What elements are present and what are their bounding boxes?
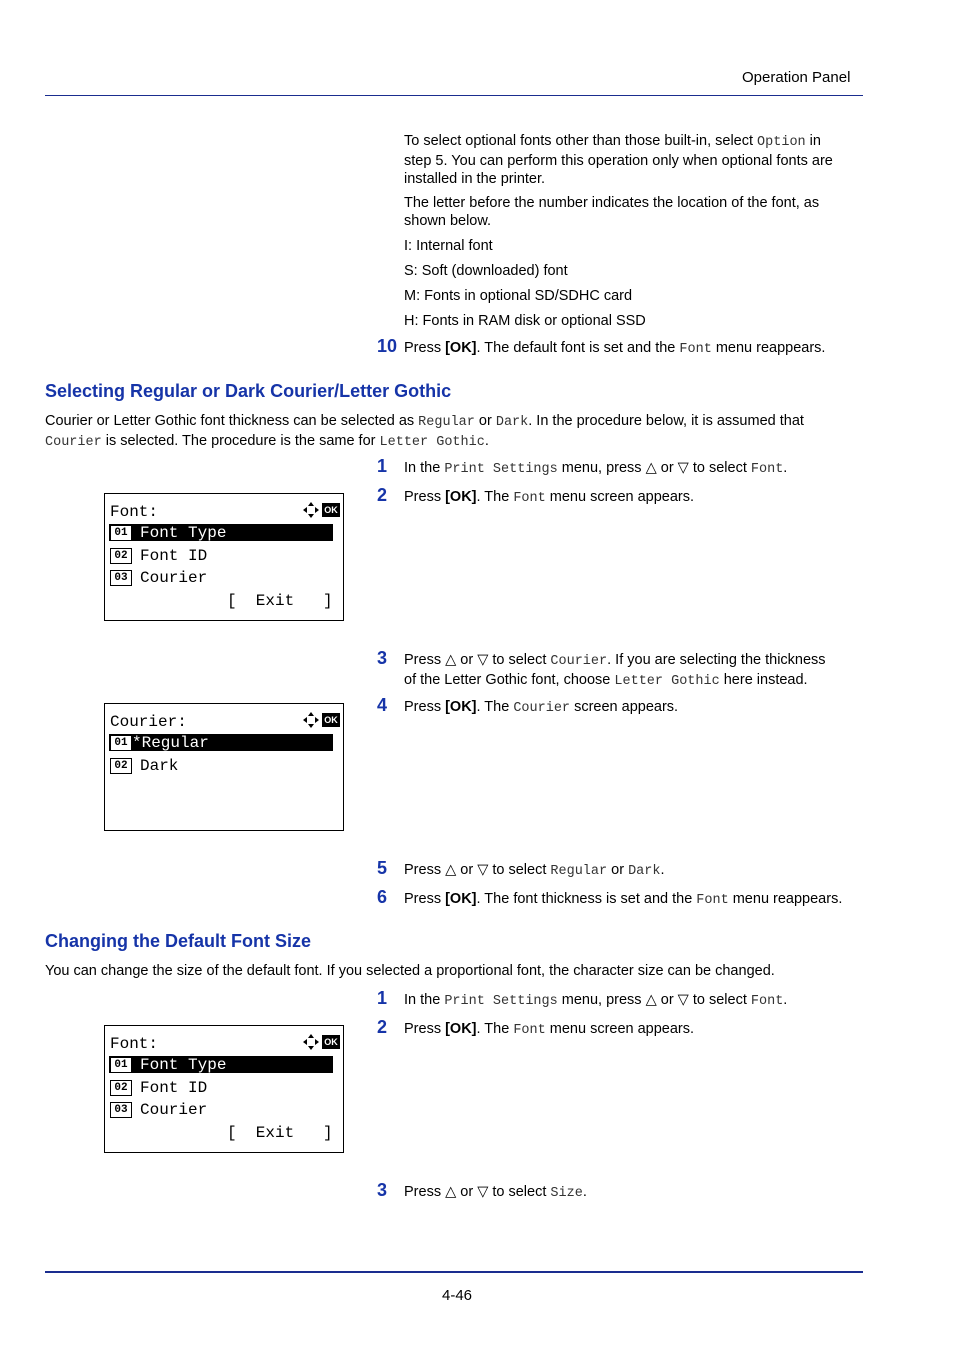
page-number: 4-46 (442, 1287, 473, 1304)
lcd-menu-item: 02 Dark (110, 757, 178, 775)
font-location-list-item: S: Soft (downloaded) font (404, 263, 568, 279)
section-description: Courier or Letter Gothic font thickness can be selected as Regular or Dark. In the procedure below, it is assumed that Courier is selected. The procedure is the same for Letter Gothic. (45, 413, 804, 450)
step-6-text: Press [OK]. The font thickness is set and the Font menu reappears. (404, 891, 843, 908)
lcd-menu-item: 02 Font ID (110, 547, 207, 565)
step-2-text: Press [OK]. The Font menu screen appears. (404, 1021, 695, 1038)
ok-icon: OK (322, 1035, 340, 1049)
step-number: 1 (377, 988, 388, 1008)
step-3-text: Press △ or ▽ to select Courier. If you are selecting the thickness of the Letter Gothic font, choose Letter Gothic here instead. (404, 652, 826, 689)
lcd-menu-item: 03 Courier (110, 1101, 207, 1119)
step-number: 2 (377, 485, 388, 505)
step-5-text: Press △ or ▽ to select Regular or Dark. (404, 862, 665, 879)
navigation-cross-icon (302, 501, 320, 519)
step-number: 1 (377, 456, 388, 476)
font-location-list-item: M: Fonts in optional SD/SDHC card (404, 288, 633, 304)
font-location-list-item: H: Fonts in RAM disk or optional SSD (404, 313, 646, 329)
step-4-text: Press [OK]. The Courier screen appears. (404, 699, 679, 716)
lcd-exit-softkey: [ Exit ] (227, 592, 333, 610)
step-10-text: Press [OK]. The default font is set and the Font menu reappears. (404, 340, 826, 357)
step-1-text: In the Print Settings menu, press △ or ▽ to select Font. (404, 460, 788, 477)
footer-rule (45, 1271, 863, 1273)
section-description: You can change the size of the default font. If you selected a proportional font, the character size can be changed. (45, 963, 775, 979)
step-number: 4 (377, 695, 388, 715)
section-heading-font-size: Changing the Default Font Size (45, 931, 311, 951)
step-3-text: Press △ or ▽ to select Size. (404, 1184, 587, 1201)
lcd-font-menu (104, 493, 344, 621)
navigation-cross-icon (302, 1033, 320, 1051)
lcd-font-menu (104, 1025, 344, 1153)
lcd-title: Font: (110, 503, 159, 521)
header-rule (45, 95, 863, 96)
lcd-title: Font: (110, 1035, 159, 1053)
ok-icon: OK (322, 713, 340, 727)
lcd-title: Courier: (110, 713, 187, 731)
lcd-menu-item: 01 Font Type (110, 1056, 226, 1074)
step-number: 6 (377, 887, 388, 907)
step-number: 10 (377, 336, 398, 356)
running-header: Operation Panel (742, 69, 851, 86)
lcd-menu-item: 01 *Regular (110, 734, 209, 752)
step-number: 2 (377, 1017, 388, 1037)
step-number: 3 (377, 1180, 388, 1200)
lcd-menu-item: 01 Font Type (110, 524, 226, 542)
navigation-cross-icon (302, 711, 320, 729)
lcd-exit-softkey: [ Exit ] (227, 1124, 333, 1142)
ok-icon: OK (322, 503, 340, 517)
note-optional-fonts: To select optional fonts other than those built-in, select Option in step 5. You can perform this operation only when optional fonts are installed in the printer. (404, 133, 833, 187)
note-letter-location: The letter before the number indicates the location of the font, as shown below. (404, 195, 820, 229)
lcd-menu-item: 03 Courier (110, 569, 207, 587)
lcd-menu-item: 02 Font ID (110, 1079, 207, 1097)
step-number: 5 (377, 858, 388, 878)
step-1-text: In the Print Settings menu, press △ or ▽ to select Font. (404, 992, 788, 1009)
step-number: 3 (377, 648, 388, 668)
lcd-courier-menu (104, 703, 344, 831)
step-2-text: Press [OK]. The Font menu screen appears. (404, 489, 695, 506)
font-location-list-item: I: Internal font (404, 238, 493, 254)
section-heading-regular-dark: Selecting Regular or Dark Courier/Letter Gothic (45, 381, 452, 401)
